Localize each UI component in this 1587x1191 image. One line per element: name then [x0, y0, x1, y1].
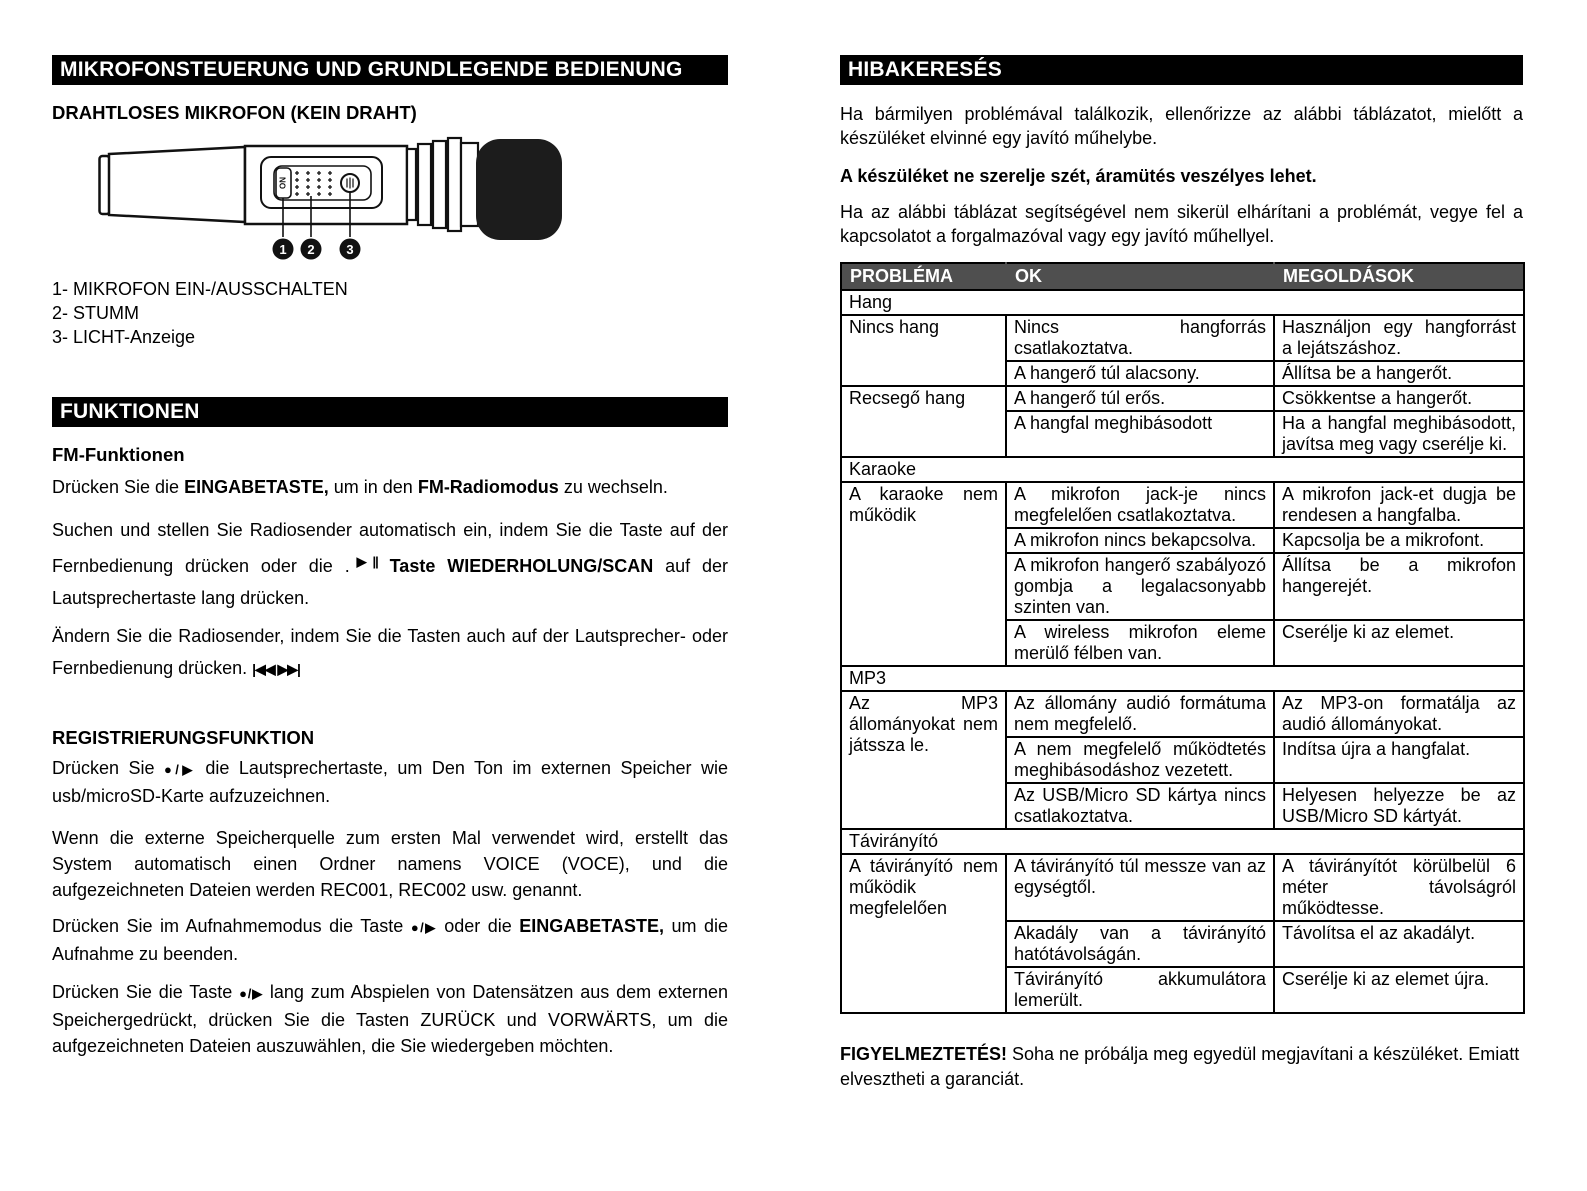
skip-back-forward-icons: |◀◀ ▶▶| [252, 661, 300, 677]
rec-p3-enter-key: EINGABETASTE, [519, 916, 664, 936]
recording-heading: REGISTRIERUNGSFUNKTION [52, 727, 315, 748]
section-label: Hang [841, 290, 1524, 315]
legend-item-3: 3- LICHT-Anzeige [52, 327, 196, 347]
callout-2-number: 2 [307, 242, 315, 257]
recording-paragraph-4 [52, 979, 728, 1059]
problem-cell: Nincs hang [841, 315, 1006, 386]
solution-cell: Cserélje ki az elemet újra. [1274, 967, 1524, 1013]
cause-cell: A nem megfelelő működtetés meghibásodáshoz vezetett. [1006, 737, 1274, 783]
right-column [840, 55, 1523, 1092]
mic-handle [109, 147, 245, 222]
solution-cell: Használjon egy hangforrást a lejátszáshoz. [1274, 315, 1524, 361]
table-row [841, 386, 1524, 411]
warning-text: Soha ne próbálja meg egyedül megjavítani a készüléket. Emiatt elvesztheti a garanciát. [840, 1044, 1520, 1089]
rec-p3-seg3: um die Aufnahme zu beenden. [52, 916, 728, 964]
troubleshooting-intro-2: Ha az alábbi táblázat segítségével nem sikerül elhárítani a problémát, vegye fel a kapcsolatot a forgalmazóval vagy egy javító műhellyel. [840, 202, 1523, 246]
microphone-diagram [98, 136, 568, 271]
power-switch-label: ON [278, 177, 288, 189]
cause-cell: A távirányító túl messze van az egységtől. [1006, 854, 1274, 921]
left-column [52, 55, 728, 1059]
solution-cell: Csökkentse a hangerőt. [1274, 386, 1524, 411]
legend-item-2: 2- STUMM [52, 303, 139, 323]
cause-cell: Akadály van a távirányító hatótávolságán. [1006, 921, 1274, 967]
mic-ring-4 [448, 138, 461, 231]
callout-3-number: 3 [346, 242, 354, 257]
section-header-troubleshooting: HIBAKERESÉS [840, 55, 1523, 85]
rec-p1-seg0: Drücken Sie [52, 758, 164, 778]
solution-cell: Ha a hangfal meghibásodott, javítsa meg vagy cserélje ki. [1274, 411, 1524, 457]
cause-cell: A hangfal meghibásodott [1006, 411, 1274, 457]
mic-ring-3 [433, 141, 446, 228]
troubleshooting-table [840, 262, 1525, 1014]
solution-cell: Indítsa újra a hangfalat. [1274, 737, 1524, 783]
recording-paragraph-2: Wenn die externe Speicherquelle zum ersten Mal verwendet wird, erstellt das System automatisch einen Ordner namens VOICE (VOCE), und die aufgezeichneten Dateien werden REC001, REC002 usw. genannt. [52, 828, 728, 900]
problem-cell: A távirányító nem működik megfelelően [841, 854, 1006, 1013]
section-row-remote [841, 829, 1524, 854]
recording-paragraph-1 [52, 755, 728, 809]
table-row [841, 315, 1524, 361]
fm-p1-enter-key: EINGABETASTE, [184, 477, 329, 497]
fm-functions-heading: FM-Funktionen [52, 444, 185, 465]
rec-p3-seg1: oder die [436, 916, 520, 936]
record-play-icon: ●/▶ [239, 986, 264, 1001]
mic-ring-2 [418, 144, 431, 225]
warning-label: FIGYELMEZTETÉS! [840, 1044, 1008, 1064]
section-row-mp3 [841, 666, 1524, 691]
header-problem: PROBLÉMA [841, 263, 1006, 290]
cause-cell: A hangerő túl erős. [1006, 386, 1274, 411]
table-header-row [841, 263, 1524, 290]
cause-cell: A mikrofon hangerő szabályozó gombja a legalacsonyabb szinten van. [1006, 553, 1274, 620]
mic-windscreen [476, 139, 562, 240]
header-cause: OK [1006, 263, 1274, 290]
solution-cell: A távirányítót körülbelül 6 méter távolságról működtesse. [1274, 854, 1524, 921]
fm-p1-seg4: zu wechseln. [558, 477, 668, 497]
callout-1-number: 1 [279, 242, 287, 257]
fm-p1-seg0: Drücken Sie die [52, 477, 185, 497]
rec-p3-seg0: Drücken Sie im Aufnahmemodus die Taste [52, 916, 411, 936]
fm-paragraph-2 [52, 514, 728, 614]
mic-neck [461, 143, 478, 226]
cause-cell: Távirányító akkumulátora lemerült. [1006, 967, 1274, 1013]
mic-legend [52, 277, 728, 349]
section-label: Távirányító [841, 829, 1524, 854]
solution-cell: Távolítsa el az akadályt. [1274, 921, 1524, 967]
solution-cell: Kapcsolja be a mikrofont. [1274, 528, 1524, 553]
rec-p4-seg0: Drücken Sie die Taste [52, 982, 240, 1002]
recording-paragraph-3 [52, 913, 728, 967]
play-pause-icon: ▶|| [349, 554, 378, 569]
section-label: Karaoke [841, 457, 1524, 482]
solution-cell: Cserélje ki az elemet. [1274, 620, 1524, 666]
warranty-warning [840, 1042, 1523, 1092]
solution-cell: Helyesen helyezze be az USB/Micro SD kártyát. [1274, 783, 1524, 829]
cause-cell: Nincs hangforrás csatlakoztatva. [1006, 315, 1274, 361]
solution-cell: Az MP3-on formatálja az audió állományokat. [1274, 691, 1524, 737]
rec-p1-seg1: die Lautsprechertaste, um Den Ton im externen Speicher wie usb/microSD-Karte aufzuzeichnen. [52, 758, 729, 806]
cause-cell: Az USB/Micro SD kártya nincs csatlakoztatva. [1006, 783, 1274, 829]
record-play-icon: ●/▶ [163, 762, 196, 777]
record-play-icon: ●/▶ [410, 920, 437, 935]
problem-cell: Az MP3 állományokat nem játssza le. [841, 691, 1006, 829]
fm-p2-seg2: auf der Lautsprechertaste lang drücken. [52, 556, 729, 608]
troubleshooting-intro-1: Ha bármilyen problémával találkozik, ellenőrizze az alábbi táblázatot, mielőtt a készüléket elvinné egy javító műhelybe. [840, 104, 1523, 148]
mic-ring-1 [407, 149, 416, 220]
table-row [841, 482, 1524, 528]
section-label: MP3 [841, 666, 1524, 691]
header-solutions: MEGOLDÁSOK [1274, 263, 1524, 290]
fm-p3-seg0: Ändern Sie die Radiosender, indem Sie die Tasten auch auf der Lautsprecher- oder Fernbedienung drücken. [52, 626, 728, 678]
wireless-mic-heading: DRAHTLOSES MIKROFON (KEIN DRAHT) [52, 102, 417, 123]
solution-cell: Állítsa be a mikrofon hangerejét. [1274, 553, 1524, 620]
problem-cell: A karaoke nem működik [841, 482, 1006, 666]
fm-p1-radio-mode: FM-Radiomodus [417, 477, 559, 497]
fm-paragraph-1 [52, 474, 728, 500]
cause-cell: A hangerő túl alacsony. [1006, 361, 1274, 386]
fm-p2-repeat-scan: Taste WIEDERHOLUNG/SCAN [377, 556, 654, 576]
rec-p4-seg1: lang zum Abspielen von Datensätzen aus dem externen Speichergedrückt, drücken Sie die Tasten ZURÜCK und VORWÄRTS, um die aufgezeichneten Dateien auszuwählen, die Sie wiedergeben möchten. [52, 982, 729, 1056]
cause-cell: A mikrofon jack-je nincs megfelelően csatlakoztatva. [1006, 482, 1274, 528]
cause-cell: A wireless mikrofon eleme merülő félben van. [1006, 620, 1274, 666]
cause-cell: A mikrofon nincs bekapcsolva. [1006, 528, 1274, 553]
microphone-illustration [98, 136, 568, 271]
disassembly-warning: A készüléket ne szerelje szét, áramütés veszélyes lehet. [840, 166, 1317, 186]
solution-cell: Állítsa be a hangerőt. [1274, 361, 1524, 386]
cause-cell: Az állomány audió formátuma nem megfelelő. [1006, 691, 1274, 737]
fm-p2-seg0: Suchen und stellen Sie Radiosender automatisch ein, indem Sie die Taste auf der Fernbedienung drücken oder die . [52, 520, 728, 576]
section-row-karaoke [841, 457, 1524, 482]
problem-cell: Recsegő hang [841, 386, 1006, 457]
section-row-sound [841, 290, 1524, 315]
fm-paragraph-3 [52, 620, 728, 685]
fm-p1-seg2: um in den [328, 477, 418, 497]
table-row [841, 691, 1524, 737]
solution-cell: A mikrofon jack-et dugja be rendesen a hangfalba. [1274, 482, 1524, 528]
legend-item-1: 1- MIKROFON EIN-/AUSSCHALTEN [52, 279, 348, 299]
table-row [841, 854, 1524, 921]
section-header-functions: FUNKTIONEN [52, 397, 728, 427]
section-header-mic-control: MIKROFONSTEUERUNG UND GRUNDLEGENDE BEDIENUNG [52, 55, 728, 85]
